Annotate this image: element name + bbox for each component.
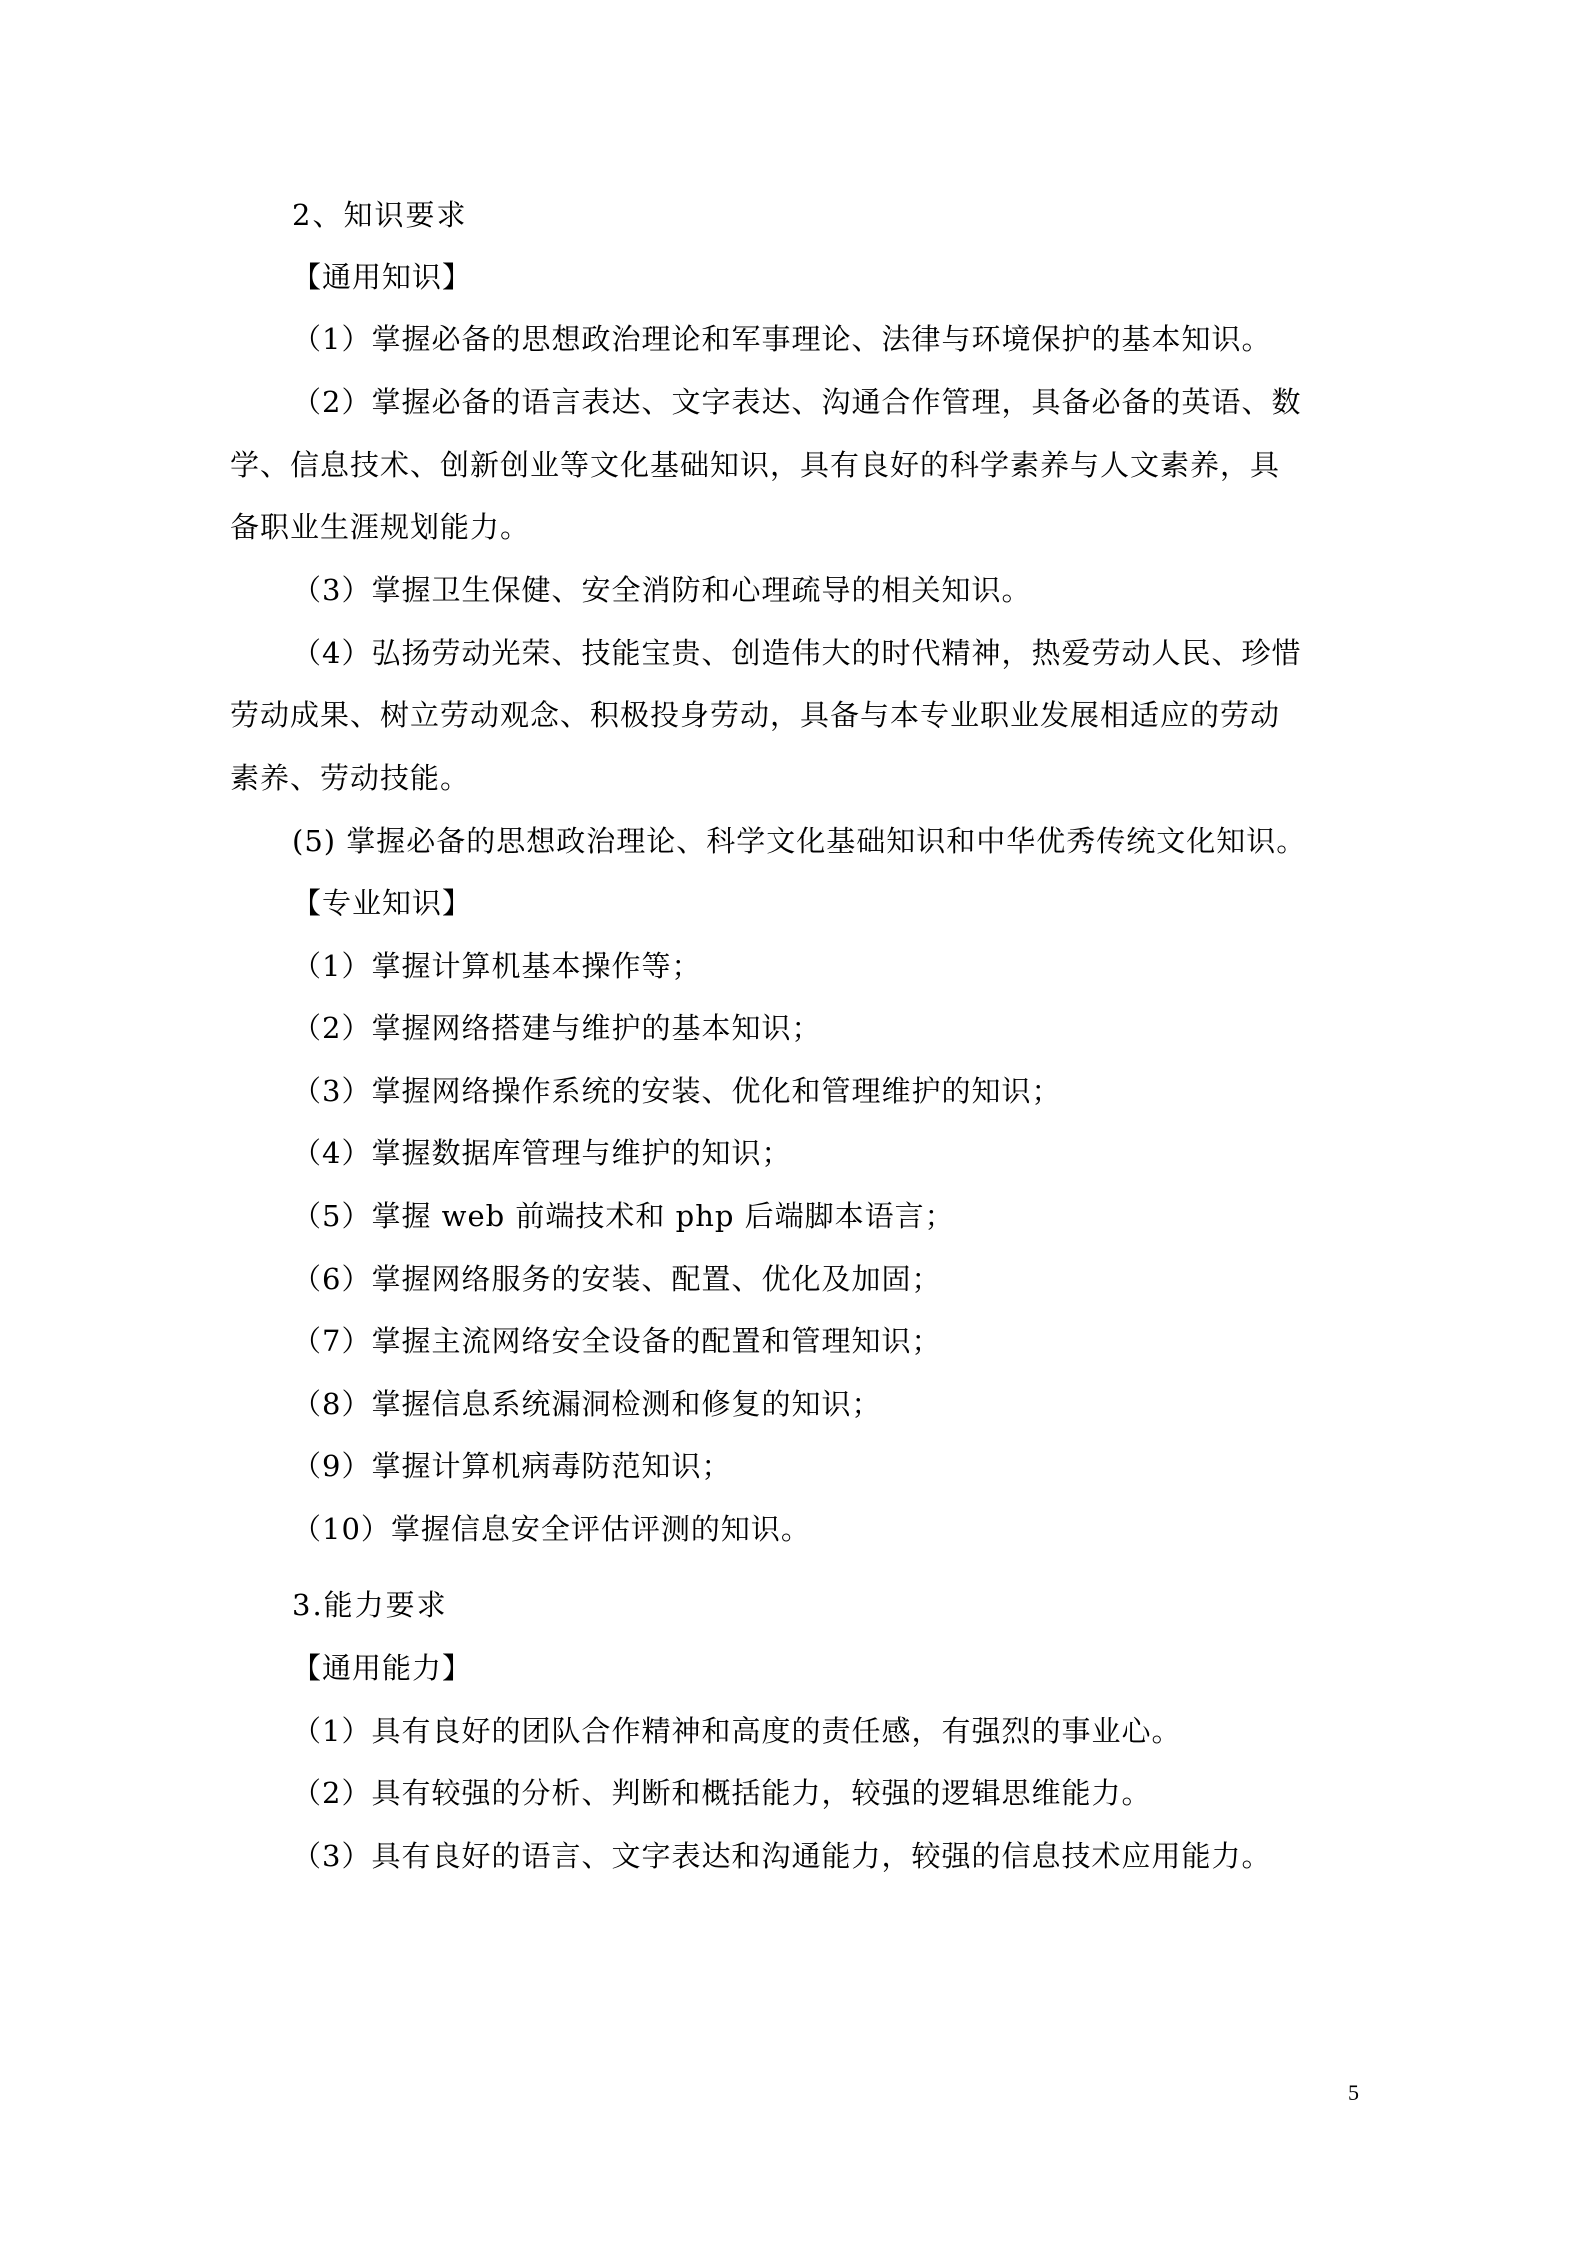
professional-knowledge-item: （8）掌握信息系统漏洞检测和修复的知识；: [292, 1387, 882, 1421]
professional-knowledge-item: （4）掌握数据库管理与维护的知识；: [292, 1136, 792, 1170]
general-knowledge-item-4-line-3: 素养、劳动技能。: [230, 761, 471, 795]
professional-knowledge-item: （1）掌握计算机基本操作等；: [292, 949, 702, 983]
general-knowledge-item-4-line-2: 劳动成果、树立劳动观念、积极投身劳动，具备与本专业职业发展相适应的劳动: [230, 698, 1281, 732]
general-knowledge-item-2-line-2: 学、信息技术、创新创业等文化基础知识，具有良好的科学素养与人文素养，具: [230, 448, 1281, 482]
section-heading-ability: 3.能力要求: [292, 1588, 448, 1622]
general-knowledge-item-5: (5) 掌握必备的思想政治理论、科学文化基础知识和中华优秀传统文化知识。: [292, 824, 1307, 858]
professional-knowledge-item: （2）掌握网络搭建与维护的基本知识；: [292, 1011, 822, 1045]
subsection-title-general-ability: 【通用能力】: [292, 1651, 473, 1685]
general-knowledge-item-3: （3）掌握卫生保健、安全消防和心理疏导的相关知识。: [292, 573, 1032, 607]
general-knowledge-item-2-line-1: （2）掌握必备的语言表达、文字表达、沟通合作管理，具备必备的英语、数: [292, 385, 1302, 419]
subsection-title-general-knowledge: 【通用知识】: [292, 260, 473, 294]
section-heading-knowledge: 2、知识要求: [292, 198, 468, 232]
professional-knowledge-item: （6）掌握网络服务的安装、配置、优化及加固；: [292, 1262, 942, 1296]
page-number: 5: [1348, 2080, 1359, 2105]
general-knowledge-item-4-line-1: （4）弘扬劳动光荣、技能宝贵、创造伟大的时代精神，热爱劳动人民、珍惜: [292, 636, 1302, 670]
general-ability-item: （2）具有较强的分析、判断和概括能力，较强的逻辑思维能力。: [292, 1776, 1152, 1810]
general-knowledge-item-1: （1）掌握必备的思想政治理论和军事理论、法律与环境保护的基本知识。: [292, 322, 1272, 356]
professional-knowledge-item: （10）掌握信息安全评估评测的知识。: [292, 1512, 811, 1546]
general-ability-item: （1）具有良好的团队合作精神和高度的责任感，有强烈的事业心。: [292, 1714, 1182, 1748]
subsection-title-professional-knowledge: 【专业知识】: [292, 886, 473, 920]
general-ability-item: （3）具有良好的语言、文字表达和沟通能力，较强的信息技术应用能力。: [292, 1839, 1272, 1873]
professional-knowledge-item: （3）掌握网络操作系统的安装、优化和管理维护的知识；: [292, 1074, 1062, 1108]
professional-knowledge-item: （5）掌握 web 前端技术和 php 后端脚本语言；: [292, 1199, 955, 1233]
professional-knowledge-item: （9）掌握计算机病毒防范知识；: [292, 1449, 732, 1483]
professional-knowledge-item: （7）掌握主流网络安全设备的配置和管理知识；: [292, 1324, 942, 1358]
general-knowledge-item-2-line-3: 备职业生涯规划能力。: [230, 510, 531, 544]
